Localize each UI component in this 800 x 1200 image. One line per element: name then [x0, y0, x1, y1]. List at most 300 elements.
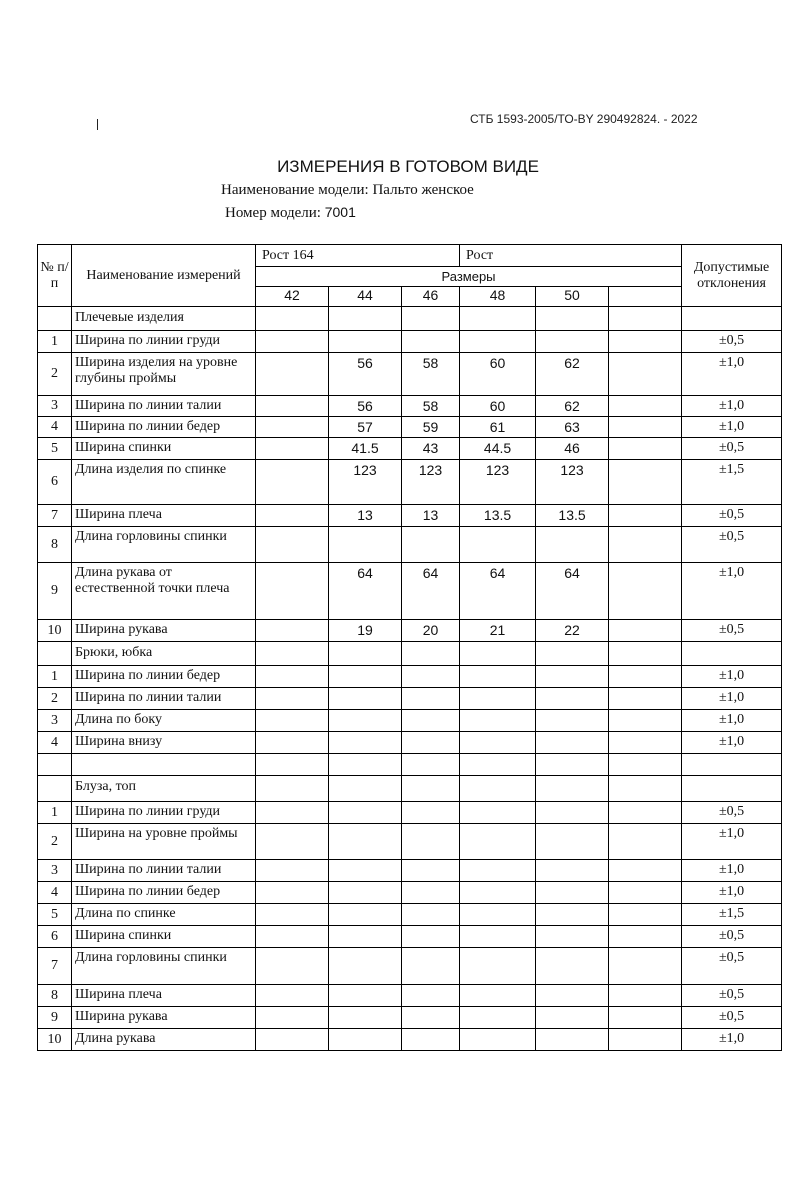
tolerance-cell: ±1,0: [682, 666, 782, 688]
value-cell: 61: [460, 417, 536, 438]
table-row: [38, 527, 782, 563]
header-tolerance: Допустимые отклонения: [682, 245, 782, 307]
value-cell: [256, 824, 329, 860]
value-cell: 57: [329, 417, 402, 438]
value-cell: [256, 417, 329, 438]
header-height-2: Рост: [460, 245, 682, 267]
empty-cell: [682, 307, 782, 331]
row-name: Длина горловины спинки: [72, 948, 256, 985]
row-number: 5: [38, 904, 72, 926]
size-cell: 44: [329, 287, 402, 307]
value-cell: [256, 438, 329, 460]
value-cell: 62: [536, 396, 609, 417]
table-row: [38, 802, 782, 824]
value-cell: [329, 802, 402, 824]
row-name: Ширина внизу: [72, 732, 256, 754]
value-cell: [609, 948, 682, 985]
empty-cell: [402, 642, 460, 666]
value-cell: [329, 904, 402, 926]
empty-cell: [609, 642, 682, 666]
tolerance-cell: ±1,0: [682, 563, 782, 620]
value-cell: [256, 396, 329, 417]
value-cell: [609, 802, 682, 824]
value-cell: [460, 882, 536, 904]
value-cell: [256, 620, 329, 642]
value-cell: [256, 985, 329, 1007]
value-cell: 43: [402, 438, 460, 460]
table-row: [38, 688, 782, 710]
value-cell: 13.5: [460, 505, 536, 527]
value-cell: [609, 527, 682, 563]
value-cell: [460, 985, 536, 1007]
value-cell: [460, 824, 536, 860]
value-cell: [609, 860, 682, 882]
value-cell: 13.5: [536, 505, 609, 527]
value-cell: [402, 802, 460, 824]
size-cell: 50: [536, 287, 609, 307]
row-number: 8: [38, 527, 72, 563]
row-number: 7: [38, 505, 72, 527]
value-cell: [329, 666, 402, 688]
empty-cell: [256, 642, 329, 666]
tolerance-cell: ±1,0: [682, 396, 782, 417]
value-cell: [609, 904, 682, 926]
tolerance-cell: ±1,0: [682, 417, 782, 438]
value-cell: [256, 732, 329, 754]
value-cell: [609, 460, 682, 505]
value-cell: [460, 331, 536, 353]
tolerance-cell: [682, 754, 782, 776]
header-sizes: Размеры: [256, 267, 682, 287]
value-cell: [536, 860, 609, 882]
row-name: Ширина спинки: [72, 438, 256, 460]
value-cell: [609, 505, 682, 527]
table-row: [38, 732, 782, 754]
size-cell: 48: [460, 287, 536, 307]
table-row: [38, 505, 782, 527]
value-cell: [329, 926, 402, 948]
value-cell: [256, 1029, 329, 1051]
empty-cell: [460, 776, 536, 802]
value-cell: [460, 802, 536, 824]
section-title: Брюки, юбка: [72, 642, 256, 666]
row-number: 6: [38, 460, 72, 505]
row-name: Ширина по линии талии: [72, 688, 256, 710]
row-number: 8: [38, 985, 72, 1007]
value-cell: [256, 710, 329, 732]
row-number: 2: [38, 824, 72, 860]
value-cell: 123: [460, 460, 536, 505]
section-title: Блуза, топ: [72, 776, 256, 802]
row-name: Ширина изделия на уровне глубины проймы: [72, 353, 256, 396]
value-cell: [460, 666, 536, 688]
table-row: [38, 1029, 782, 1051]
value-cell: [460, 1029, 536, 1051]
value-cell: 44.5: [460, 438, 536, 460]
empty-cell: [256, 776, 329, 802]
row-name: Ширина по линии бедер: [72, 417, 256, 438]
value-cell: [536, 1007, 609, 1029]
tolerance-cell: ±0,5: [682, 926, 782, 948]
table-row: [38, 948, 782, 985]
row-name: Длина горловины спинки: [72, 527, 256, 563]
row-number: 2: [38, 688, 72, 710]
value-cell: 64: [402, 563, 460, 620]
value-cell: [402, 754, 460, 776]
row-name: Длина изделия по спинке: [72, 460, 256, 505]
value-cell: 58: [402, 353, 460, 396]
empty-cell: [460, 642, 536, 666]
value-cell: [402, 824, 460, 860]
value-cell: [460, 688, 536, 710]
row-number: 1: [38, 802, 72, 824]
value-cell: [402, 331, 460, 353]
section-number-cell: [38, 642, 72, 666]
value-cell: 60: [460, 353, 536, 396]
empty-cell: [402, 307, 460, 331]
model-number-value: 7001: [324, 204, 356, 220]
value-cell: 64: [536, 563, 609, 620]
tolerance-cell: ±0,5: [682, 985, 782, 1007]
value-cell: [536, 666, 609, 688]
value-cell: [536, 732, 609, 754]
value-cell: 56: [329, 396, 402, 417]
table-row: [38, 353, 782, 396]
row-name: Ширина по линии груди: [72, 331, 256, 353]
row-name: Ширина по линии груди: [72, 802, 256, 824]
size-cell: [609, 287, 682, 307]
value-cell: [329, 527, 402, 563]
value-cell: 56: [329, 353, 402, 396]
value-cell: [256, 688, 329, 710]
section-number-cell: [38, 776, 72, 802]
tolerance-cell: ±1,5: [682, 460, 782, 505]
value-cell: [609, 882, 682, 904]
value-cell: 60: [460, 396, 536, 417]
tolerance-cell: ±0,5: [682, 1007, 782, 1029]
table-row: [38, 417, 782, 438]
row-number: 10: [38, 620, 72, 642]
tolerance-cell: ±1,0: [682, 1029, 782, 1051]
row-name: Ширина рукава: [72, 620, 256, 642]
value-cell: [329, 331, 402, 353]
value-cell: [256, 527, 329, 563]
row-number: [38, 754, 72, 776]
value-cell: 64: [460, 563, 536, 620]
value-cell: [256, 882, 329, 904]
value-cell: 46: [536, 438, 609, 460]
value-cell: [329, 688, 402, 710]
value-cell: [536, 527, 609, 563]
table-row: [38, 860, 782, 882]
value-cell: [329, 1007, 402, 1029]
row-number: 5: [38, 438, 72, 460]
table-row: [38, 824, 782, 860]
value-cell: [536, 754, 609, 776]
value-cell: [536, 1029, 609, 1051]
value-cell: 58: [402, 396, 460, 417]
value-cell: [609, 620, 682, 642]
value-cell: [609, 985, 682, 1007]
value-cell: 19: [329, 620, 402, 642]
value-cell: [256, 926, 329, 948]
row-number: 1: [38, 331, 72, 353]
value-cell: [256, 904, 329, 926]
empty-cell: [329, 642, 402, 666]
value-cell: [536, 904, 609, 926]
row-name: Ширина спинки: [72, 926, 256, 948]
tolerance-cell: ±1,0: [682, 353, 782, 396]
row-name: Длина рукава: [72, 1029, 256, 1051]
row-number: 2: [38, 353, 72, 396]
value-cell: [609, 1007, 682, 1029]
row-number: 10: [38, 1029, 72, 1051]
size-cell: 42: [256, 287, 329, 307]
standard-reference: СТБ 1593-2005/ТО-BY 290492824. - 2022: [470, 112, 698, 126]
value-cell: [329, 985, 402, 1007]
value-cell: [609, 1029, 682, 1051]
value-cell: [256, 563, 329, 620]
empty-cell: [609, 307, 682, 331]
value-cell: [460, 732, 536, 754]
value-cell: [609, 353, 682, 396]
value-cell: [256, 1007, 329, 1029]
tolerance-cell: ±1,0: [682, 732, 782, 754]
value-cell: [609, 666, 682, 688]
value-cell: [460, 754, 536, 776]
row-number: 4: [38, 732, 72, 754]
value-cell: [609, 396, 682, 417]
value-cell: [609, 710, 682, 732]
empty-cell: [329, 307, 402, 331]
value-cell: [536, 948, 609, 985]
value-cell: [256, 666, 329, 688]
row-number: 4: [38, 417, 72, 438]
value-cell: 123: [536, 460, 609, 505]
row-number: 3: [38, 860, 72, 882]
value-cell: [609, 331, 682, 353]
table-row: [38, 882, 782, 904]
value-cell: [460, 710, 536, 732]
table-row: [38, 710, 782, 732]
value-cell: 13: [329, 505, 402, 527]
empty-cell: [329, 776, 402, 802]
row-name: Длина рукава от естественной точки плеча: [72, 563, 256, 620]
table-row: [38, 563, 782, 620]
value-cell: [402, 710, 460, 732]
table-row: [38, 754, 782, 776]
value-cell: [460, 904, 536, 926]
row-name: Ширина по линии талии: [72, 860, 256, 882]
value-cell: [609, 563, 682, 620]
row-number: 3: [38, 710, 72, 732]
value-cell: [460, 860, 536, 882]
value-cell: [402, 985, 460, 1007]
tolerance-cell: ±0,5: [682, 527, 782, 563]
value-cell: [609, 754, 682, 776]
empty-cell: [682, 776, 782, 802]
table-row: [38, 620, 782, 642]
value-cell: [402, 688, 460, 710]
value-cell: [609, 438, 682, 460]
row-number: 4: [38, 882, 72, 904]
value-cell: 64: [329, 563, 402, 620]
tolerance-cell: ±1,0: [682, 882, 782, 904]
row-number: 6: [38, 926, 72, 948]
value-cell: [329, 1029, 402, 1051]
value-cell: [609, 824, 682, 860]
value-cell: [329, 882, 402, 904]
header-name: Наименование измерений: [72, 245, 256, 307]
value-cell: [256, 802, 329, 824]
tolerance-cell: ±0,5: [682, 802, 782, 824]
value-cell: [536, 824, 609, 860]
value-cell: [402, 926, 460, 948]
row-number: 9: [38, 563, 72, 620]
value-cell: 22: [536, 620, 609, 642]
tolerance-cell: ±1,0: [682, 824, 782, 860]
tolerance-cell: ±1,0: [682, 688, 782, 710]
empty-cell: [609, 776, 682, 802]
value-cell: [460, 527, 536, 563]
tolerance-cell: ±0,5: [682, 438, 782, 460]
value-cell: [460, 1007, 536, 1029]
empty-cell: [682, 642, 782, 666]
empty-cell: [256, 307, 329, 331]
value-cell: [402, 948, 460, 985]
value-cell: [460, 926, 536, 948]
size-cell: 46: [402, 287, 460, 307]
row-number: 7: [38, 948, 72, 985]
value-cell: [402, 1029, 460, 1051]
value-cell: 62: [536, 353, 609, 396]
value-cell: 123: [402, 460, 460, 505]
value-cell: [536, 926, 609, 948]
value-cell: [256, 948, 329, 985]
value-cell: [536, 882, 609, 904]
row-name: [72, 754, 256, 776]
section-row: [38, 307, 782, 331]
measurements-table: [37, 244, 782, 1051]
value-cell: 63: [536, 417, 609, 438]
model-number: [225, 204, 356, 222]
value-cell: [402, 860, 460, 882]
tolerance-cell: ±0,5: [682, 620, 782, 642]
model-number-label: Номер модели:: [225, 205, 321, 221]
row-name: Ширина плеча: [72, 505, 256, 527]
row-name: Ширина по линии талии: [72, 396, 256, 417]
value-cell: [402, 904, 460, 926]
value-cell: [609, 417, 682, 438]
tolerance-cell: ±0,5: [682, 505, 782, 527]
value-cell: [329, 710, 402, 732]
row-number: 9: [38, 1007, 72, 1029]
empty-cell: [536, 776, 609, 802]
value-cell: [536, 331, 609, 353]
row-name: Длина по спинке: [72, 904, 256, 926]
row-name: Ширина рукава: [72, 1007, 256, 1029]
header-number: № п/п: [38, 245, 72, 307]
header-height-1: Рост 164: [256, 245, 460, 267]
value-cell: [256, 353, 329, 396]
value-cell: [329, 948, 402, 985]
value-cell: [536, 985, 609, 1007]
value-cell: [256, 331, 329, 353]
value-cell: [402, 882, 460, 904]
row-name: Ширина на уровне проймы: [72, 824, 256, 860]
row-name: Ширина плеча: [72, 985, 256, 1007]
value-cell: [402, 1007, 460, 1029]
row-name: Ширина по линии бедер: [72, 882, 256, 904]
section-title: Плечевые изделия: [72, 307, 256, 331]
table-body: [38, 245, 782, 1051]
section-row: [38, 776, 782, 802]
value-cell: [256, 505, 329, 527]
tolerance-cell: ±0,5: [682, 331, 782, 353]
value-cell: [329, 860, 402, 882]
value-cell: [402, 527, 460, 563]
value-cell: [536, 802, 609, 824]
empty-cell: [402, 776, 460, 802]
value-cell: 59: [402, 417, 460, 438]
model-name: Наименование модели: Пальто женское: [221, 182, 474, 198]
value-cell: [329, 754, 402, 776]
value-cell: 20: [402, 620, 460, 642]
table-row: [38, 985, 782, 1007]
row-number: 1: [38, 666, 72, 688]
value-cell: 41.5: [329, 438, 402, 460]
tolerance-cell: ±1,5: [682, 904, 782, 926]
row-name: Длина по боку: [72, 710, 256, 732]
table-row: [38, 926, 782, 948]
table-row: [38, 666, 782, 688]
empty-cell: [460, 307, 536, 331]
value-cell: [536, 710, 609, 732]
value-cell: [402, 666, 460, 688]
value-cell: 21: [460, 620, 536, 642]
table-row: [38, 331, 782, 353]
empty-cell: [536, 307, 609, 331]
table-row: [38, 1007, 782, 1029]
table-row: [38, 904, 782, 926]
value-cell: 13: [402, 505, 460, 527]
table-row: [38, 396, 782, 417]
page-title: ИЗМЕРЕНИЯ В ГОТОВОМ ВИДЕ: [277, 157, 539, 176]
value-cell: [609, 688, 682, 710]
value-cell: [256, 460, 329, 505]
value-cell: [329, 732, 402, 754]
section-row: [38, 642, 782, 666]
tolerance-cell: ±1,0: [682, 710, 782, 732]
margin-mark: [97, 119, 98, 130]
value-cell: [402, 732, 460, 754]
value-cell: [256, 754, 329, 776]
value-cell: [536, 688, 609, 710]
value-cell: [256, 860, 329, 882]
tolerance-cell: ±1,0: [682, 860, 782, 882]
row-number: 3: [38, 396, 72, 417]
table-row: [38, 460, 782, 505]
value-cell: 123: [329, 460, 402, 505]
row-name: Ширина по линии бедер: [72, 666, 256, 688]
value-cell: [460, 948, 536, 985]
section-number-cell: [38, 307, 72, 331]
empty-cell: [536, 642, 609, 666]
value-cell: [329, 824, 402, 860]
value-cell: [609, 926, 682, 948]
value-cell: [609, 732, 682, 754]
table-row: [38, 438, 782, 460]
